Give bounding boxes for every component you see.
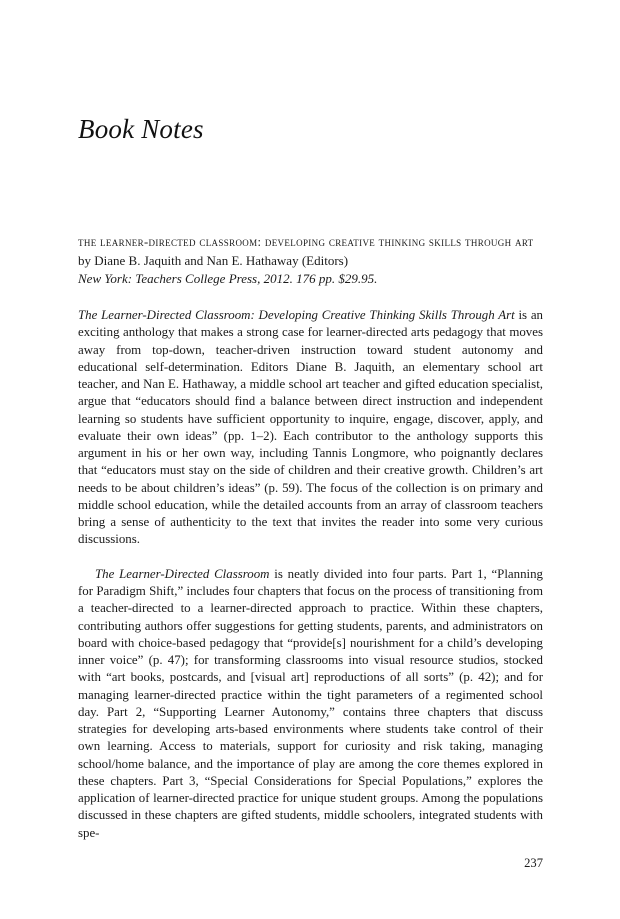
inline-book-title-2: The Learner-Directed Classroom <box>95 566 270 581</box>
page-title: Book Notes <box>78 114 204 144</box>
page-number: 237 <box>524 856 543 870</box>
inline-book-title-1: The Learner-Directed Classroom: Developing Creative Thinking Skills Through Art <box>78 308 515 322</box>
book-authors: by Diane B. Jaquith and Nan E. Hathaway (Editors) <box>78 253 349 269</box>
review-paragraph-1 <box>78 307 543 566</box>
review-paragraph-2 <box>78 566 543 859</box>
book-entry-header <box>78 234 543 287</box>
book-title: the learner-directed classroom: developing creative thinking skills through art <box>78 235 534 249</box>
review-paragraph-2-text: is neatly divided into four parts. Part 1, “Planning for Paradigm Shift,” includes four chapters that focus on the process of transitioning from a teacher-directed to a learner-directed approach to practice. Within these chapters, contributing authors offer suggestions for getting students, parents, and administrators on board with choice-based pedagogy that “provide[s] nourishment for a child’s developing inner voice” (p. 47); for transforming classrooms into visual resource studios, stocked with “art books, postcards, and [visual art] reproductions of all sorts” (p. 42); and for managing learner-directed practice within the tight parameters of a regimented school day. Part 2, “Supporting Learner Autonomy,” contains three chapters that discuss strategies for developing arts-based environments where students take control of their own learning. Access to materials, support for curiosity and risk taking, managing school/home balance, and the importance of play are among the core themes explored in these chapters. Part 3, “Special Considerations for Special Populations,” explores the application of learner-directed practice for unique student groups. Among the populations discussed in these chapters are gifted students, middle schoolers, integrated students with spe- <box>78 566 544 840</box>
book-publication-details: New York: Teachers College Press, 2012. 176 pp. $29.95. <box>78 270 378 286</box>
review-body <box>78 307 543 859</box>
review-paragraph-1-text: is an exciting anthology that makes a strong case for learner-directed arts pedagogy that moves away from top-down, teacher-driven instruction toward student autonomy and educational self-determination. Editors Diane B. Jaquith, an elementary school art teacher, and Nan E. Hathaway, a middle school art teacher and gifted education specialist, argue that “educators should find a balance between direct instruction and independent learning so students have sufficient opportunity to inquire, engage, discover, apply, and evaluate their own ideas” (pp. 1–2). Each contributor to the anthology supports this argument in his or her own way, including Tannis Longmore, who poignantly declares that “educators must stay on the side of children and their creative growth. Children’s art needs to be about children’s ideas” (p. 59). The focus of the collection is on primary and middle school education, while the detailed accounts from an array of classroom teachers bring a sense of authenticity to the text that invites the reader into some very curious discussions. <box>78 308 543 547</box>
